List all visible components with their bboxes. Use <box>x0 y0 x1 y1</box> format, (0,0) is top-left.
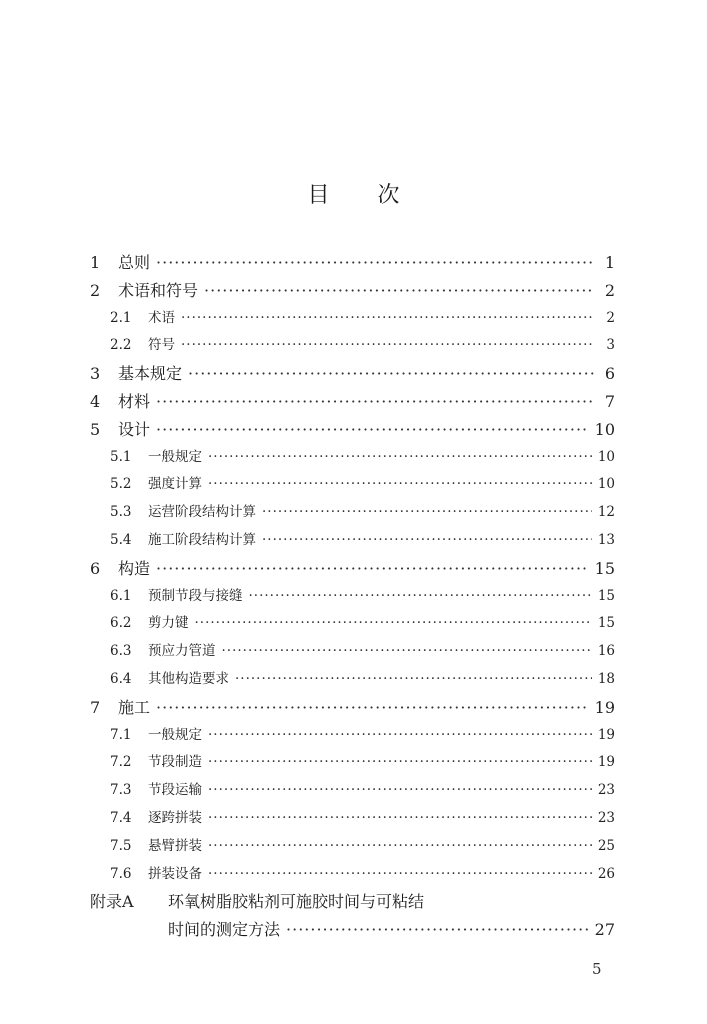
toc-entry-label: 施工 <box>118 697 151 717</box>
toc-section-entry[interactable] <box>90 528 615 556</box>
toc-section-entry[interactable] <box>90 834 615 862</box>
toc-dot-leader <box>262 504 592 520</box>
toc-entry-number: 7.4 <box>110 809 132 826</box>
toc-dot-leader <box>156 559 589 578</box>
toc-entry-page: 15 <box>594 558 615 578</box>
toc-dot-leader <box>208 727 592 743</box>
toc-appendix-number: 附录A <box>90 892 134 912</box>
toc-entry-page: 26 <box>597 865 615 882</box>
title-char-2: 次 <box>377 183 400 208</box>
toc-section-entry[interactable] <box>90 750 615 778</box>
toc-entry-page: 23 <box>597 809 615 826</box>
toc-chapter-entry[interactable] <box>90 389 615 417</box>
toc-appendix-continuation[interactable] <box>90 917 615 945</box>
toc-entry-page: 15 <box>597 587 615 604</box>
toc-entry-number: 6 <box>90 558 101 578</box>
toc-entry-page: 2 <box>604 280 615 300</box>
toc-entry-page: 10 <box>597 476 615 493</box>
toc-appendix-label-line1: 环氧树脂胶粘剂可施胶时间与可粘结 <box>168 892 425 912</box>
toc-dot-leader <box>208 754 592 770</box>
toc-entry-number: 1 <box>90 253 101 272</box>
toc-entry-number: 2.2 <box>110 337 132 354</box>
toc-entry-label: 材料 <box>118 391 151 411</box>
toc-entry-number: 3 <box>90 364 101 384</box>
toc-chapter-entry[interactable] <box>90 278 615 306</box>
toc-entry-number: 6.2 <box>110 615 132 632</box>
toc-chapter-entry[interactable] <box>90 250 615 278</box>
toc-section-entry[interactable] <box>90 806 615 834</box>
toc-entry-page: 7 <box>604 391 615 411</box>
toc-dot-leader <box>188 364 595 383</box>
toc-dot-leader <box>156 698 589 717</box>
toc-entry-label: 一般规定 <box>148 448 202 465</box>
toc-entry-label: 节段运输 <box>148 782 202 799</box>
toc-entry-page: 6 <box>604 364 615 384</box>
toc-entry-page: 19 <box>597 726 615 743</box>
toc-entry-label: 节段制造 <box>148 754 202 771</box>
toc-entry-number: 6.1 <box>110 587 132 604</box>
toc-section-entry[interactable] <box>90 445 615 473</box>
toc-entry-label: 基本规定 <box>118 364 183 384</box>
toc-entry-page: 19 <box>594 697 615 717</box>
toc-section-entry[interactable] <box>90 667 615 695</box>
toc-entry-number: 7 <box>90 697 101 717</box>
toc-entry-label: 设计 <box>118 419 151 439</box>
toc-entry-number: 6.4 <box>110 670 132 687</box>
toc-dot-leader <box>235 671 592 687</box>
toc-entry-number: 2.1 <box>110 309 132 326</box>
toc-entry-page: 10 <box>594 419 615 439</box>
toc-entry-page: 1 <box>604 253 615 272</box>
toc-entry-label: 运营阶段结构计算 <box>148 504 256 521</box>
toc-dot-leader <box>249 588 592 604</box>
toc-section-entry[interactable] <box>90 584 615 612</box>
toc-entry-page: 12 <box>597 504 615 521</box>
toc-chapter-entry[interactable] <box>90 361 615 389</box>
toc-entry-page: 2 <box>606 309 615 326</box>
toc-dot-leader <box>204 281 595 300</box>
toc-entry-page: 13 <box>597 531 615 548</box>
toc-entry-page: 23 <box>597 782 615 799</box>
toc-entry-number: 6.3 <box>110 643 132 660</box>
toc-entry-number: 7.3 <box>110 782 132 799</box>
toc-dot-leader <box>208 810 592 826</box>
toc-section-entry[interactable] <box>90 500 615 528</box>
toc-entry-page: 25 <box>597 837 615 854</box>
toc-dot-leader <box>208 476 592 492</box>
toc-entry-number: 2 <box>90 280 101 300</box>
toc-dot-leader <box>286 920 589 939</box>
title-char-1: 目 <box>307 183 330 208</box>
toc-entry-label: 构造 <box>118 558 151 578</box>
toc-appendix-label-line2: 时间的测定方法 <box>168 920 281 940</box>
toc-dot-leader <box>181 337 595 353</box>
toc-entry-number: 5.4 <box>110 531 132 548</box>
toc-entry-label: 总则 <box>118 253 151 272</box>
toc-dot-leader <box>208 866 592 882</box>
toc-dot-leader <box>208 782 592 798</box>
toc-dot-leader <box>156 420 589 439</box>
toc-section-entry[interactable] <box>90 723 615 751</box>
toc-entry-number: 5.1 <box>110 448 132 465</box>
toc-dot-leader <box>262 532 592 548</box>
toc-entry-number: 7.2 <box>110 754 132 771</box>
toc-chapter-entry[interactable] <box>90 556 615 584</box>
toc-section-entry[interactable] <box>90 862 615 890</box>
toc-section-entry[interactable] <box>90 778 615 806</box>
toc-entry-label: 悬臂拼装 <box>148 837 202 854</box>
toc-entry-number: 5.3 <box>110 504 132 521</box>
toc-dot-leader <box>156 392 595 411</box>
toc-dot-leader <box>222 643 592 659</box>
toc-entry-page: 3 <box>606 337 615 354</box>
toc-entry-label: 拼装设备 <box>148 865 202 882</box>
toc-entry-page: 16 <box>597 643 615 660</box>
toc-dot-leader <box>208 449 592 465</box>
toc-entry-label: 术语 <box>148 309 175 326</box>
toc-appendix-page: 27 <box>594 920 615 940</box>
toc-dot-leader <box>181 310 595 326</box>
toc-dot-leader <box>208 838 592 854</box>
page-title <box>0 178 707 209</box>
toc-section-entry[interactable] <box>90 333 615 361</box>
toc-entry-number: 5.2 <box>110 476 132 493</box>
table-of-contents <box>90 250 615 945</box>
toc-chapter-entry[interactable] <box>90 695 615 723</box>
toc-entry-label: 预应力管道 <box>148 643 216 660</box>
toc-entry-page: 18 <box>597 670 615 687</box>
toc-entry-number: 7.6 <box>110 865 132 882</box>
toc-appendix-entry[interactable] <box>90 889 615 917</box>
toc-entry-label: 一般规定 <box>148 726 202 743</box>
toc-entry-label: 施工阶段结构计算 <box>148 531 256 548</box>
toc-entry-number: 7.1 <box>110 726 132 743</box>
toc-dot-leader <box>195 615 592 631</box>
toc-entry-label: 剪力键 <box>148 615 189 632</box>
toc-entry-label: 预制节段与接缝 <box>148 587 243 604</box>
toc-section-entry[interactable] <box>90 611 615 639</box>
toc-entry-number: 4 <box>90 391 101 411</box>
toc-entry-number: 7.5 <box>110 837 132 854</box>
toc-section-entry[interactable] <box>90 472 615 500</box>
toc-entry-label: 逐跨拼装 <box>148 809 202 826</box>
toc-entry-label: 强度计算 <box>148 476 202 493</box>
toc-entry-label: 其他构造要求 <box>148 670 229 687</box>
toc-section-entry[interactable] <box>90 639 615 667</box>
toc-chapter-entry[interactable] <box>90 417 615 445</box>
toc-entry-label: 符号 <box>148 337 175 354</box>
toc-entry-label: 术语和符号 <box>118 280 199 300</box>
page-number: 5 <box>592 960 602 978</box>
toc-entry-page: 10 <box>597 448 615 465</box>
toc-entry-number: 5 <box>90 419 101 439</box>
toc-dot-leader <box>156 253 595 272</box>
toc-entry-page: 19 <box>597 754 615 771</box>
toc-section-entry[interactable] <box>90 306 615 334</box>
toc-entry-page: 15 <box>597 615 615 632</box>
